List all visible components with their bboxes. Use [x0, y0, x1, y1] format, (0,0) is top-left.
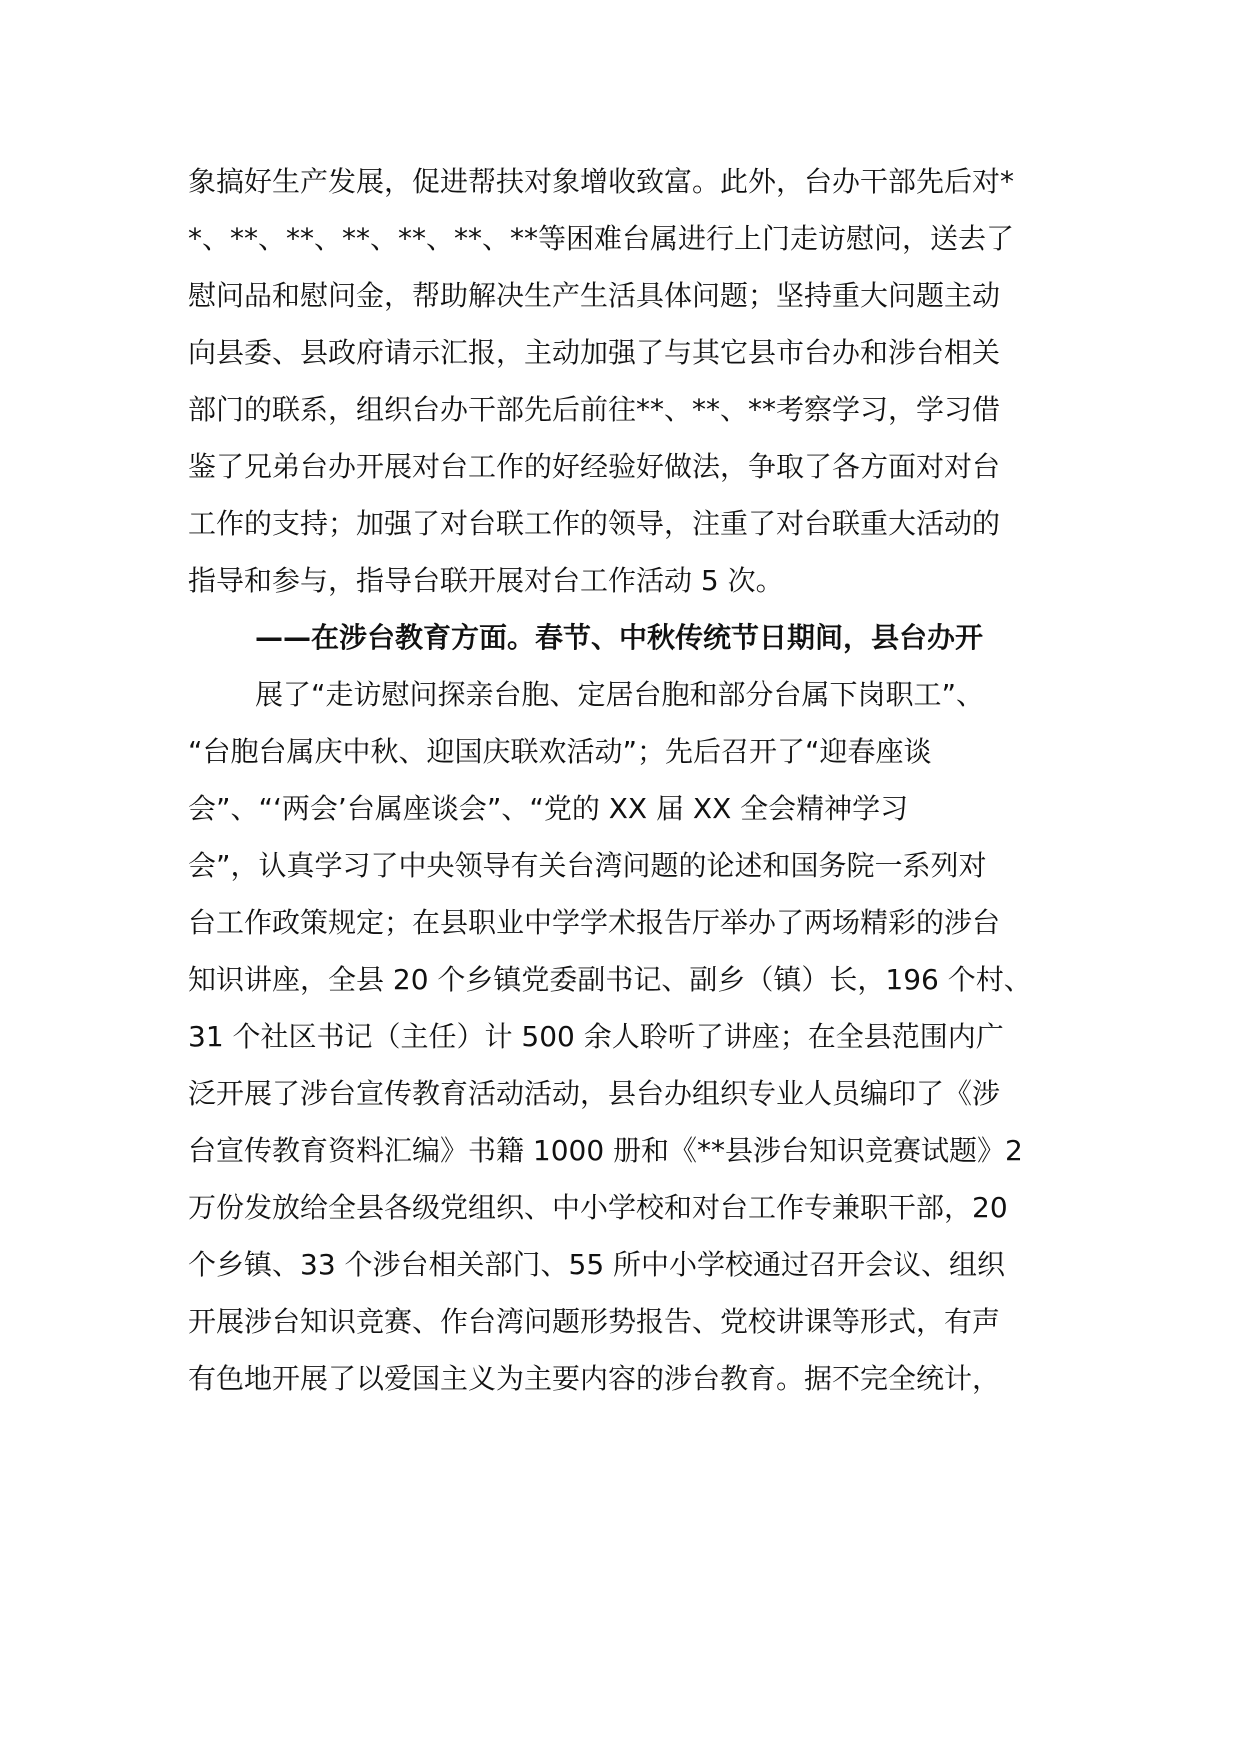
text-line: 泛开展了涉台宣传教育活动活动，县台办组织专业人员编印了《涉: [188, 1077, 1001, 1110]
section-heading: ——在涉台教育方面。春节、中秋传统节日期间，县台办开: [255, 621, 984, 654]
text-line: 象搞好生产发展，促进帮扶对象增收致富。此外，台办干部先后对*: [188, 165, 1015, 198]
text-line: 万份发放给全县各级党组织、中小学校和对台工作专兼职干部，20: [188, 1191, 1008, 1224]
text-line: 会”，认真学习了中央领导有关台湾问题的论述和国务院一系列对: [188, 849, 987, 882]
text-line: 工作的支持；加强了对台联工作的领导，注重了对台联重大活动的: [188, 507, 1001, 540]
text-line: *、**、**、**、**、**、**等困难台属进行上门走访慰问，送去了: [188, 222, 1015, 255]
text-line: “台胞台属庆中秋、迎国庆联欢活动”；先后召开了“迎春座谈: [188, 735, 932, 768]
text-line: 开展涉台知识竞赛、作台湾问题形势报告、党校讲课等形式，有声: [188, 1305, 1001, 1338]
text-line: 向县委、县政府请示汇报，主动加强了与其它县市台办和涉台相关: [188, 336, 1001, 369]
text-line: 知识讲座，全县 20 个乡镇党委副书记、副乡（镇）长，196 个村、: [188, 963, 1032, 996]
text-line: 31 个社区书记（主任）计 500 余人聆听了讲座；在全县范围内广: [188, 1020, 1004, 1053]
text-line: 会”、“‘两会’台属座谈会”、“党的 XX 届 XX 全会精神学习: [188, 792, 909, 825]
text-line: 展了“走访慰问探亲台胞、定居台胞和部分台属下岗职工”、: [255, 678, 985, 711]
text-line: 部门的联系，组织台办干部先后前往**、**、**考察学习，学习借: [188, 393, 1001, 426]
text-line: 慰问品和慰问金，帮助解决生产生活具体问题；坚持重大问题主动: [188, 279, 1001, 312]
text-line: 鉴了兄弟台办开展对台工作的好经验好做法，争取了各方面对对台: [188, 450, 1001, 483]
text-line: 有色地开展了以爱国主义为主要内容的涉台教育。据不完全统计，: [188, 1362, 1001, 1395]
text-line: 台宣传教育资料汇编》书籍 1000 册和《**县涉台知识竞赛试题》2: [188, 1134, 1023, 1167]
text-line: 个乡镇、33 个涉台相关部门、55 所中小学校通过召开会议、组织: [188, 1248, 1006, 1281]
text-line: 台工作政策规定；在县职业中学学术报告厅举办了两场精彩的涉台: [188, 906, 1001, 939]
text-line: 指导和参与，指导台联开展对台工作活动 5 次。: [188, 564, 784, 597]
